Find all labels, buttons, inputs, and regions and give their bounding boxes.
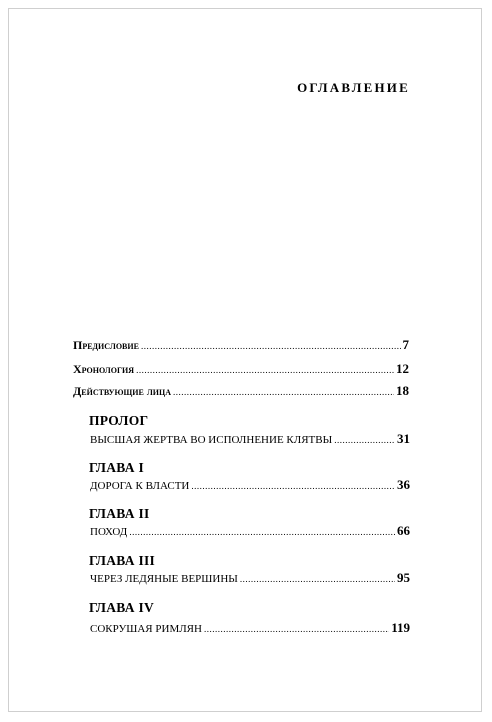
toc-entry-characters[interactable] — [73, 383, 409, 399]
toc-entry-chapter-2[interactable] — [90, 523, 410, 539]
dot-leader — [191, 481, 395, 491]
toc-entry-preface[interactable] — [73, 337, 409, 353]
dot-leader — [141, 341, 401, 351]
dot-leader — [136, 365, 394, 375]
page-number: 7 — [402, 337, 409, 352]
page-number: 12 — [396, 361, 409, 376]
toc-entry-chronology[interactable] — [73, 361, 409, 377]
chapter-heading: ГЛАВА III — [89, 553, 156, 568]
toc-entry-chapter-1[interactable] — [90, 477, 410, 493]
chapter-heading: ГЛАВА II — [89, 506, 150, 521]
chapter-heading: ГЛАВА I — [89, 460, 144, 475]
page-number: 66 — [397, 523, 410, 538]
toc-entry-prologue[interactable] — [90, 431, 410, 447]
entry-label: Хронология — [73, 362, 135, 376]
page-number: 119 — [391, 620, 410, 635]
dot-leader — [240, 574, 395, 584]
toc-entry-chapter-3[interactable] — [90, 570, 410, 586]
entry-label: Предисловие — [73, 338, 139, 352]
entry-label: ПОХОД — [90, 526, 128, 538]
page-number: 31 — [397, 431, 410, 446]
entry-label: ДОРОГА К ВЛАСТИ — [90, 480, 190, 492]
toc-entry-chapter-4[interactable] — [90, 620, 410, 636]
page-number: 95 — [397, 570, 410, 585]
page-number: 18 — [396, 383, 409, 398]
entry-label: ЧЕРЕЗ ЛЕДЯНЫЕ ВЕРШИНЫ — [90, 573, 238, 585]
dot-leader — [173, 387, 394, 397]
page-number: 36 — [397, 477, 410, 492]
book-page — [8, 8, 482, 712]
entry-label: Действующие лица — [73, 384, 172, 398]
chapter-heading: ГЛАВА IV — [89, 600, 155, 615]
dot-leader — [129, 527, 395, 537]
toc-title: ОГЛАВЛЕНИЕ — [297, 80, 410, 95]
dot-leader — [334, 435, 395, 445]
chapter-heading: ПРОЛОГ — [89, 413, 149, 428]
entry-label: СОКРУШАЯ РИМЛЯН — [90, 623, 202, 635]
dot-leader — [204, 624, 389, 634]
entry-label: ВЫСШАЯ ЖЕРТВА ВО ИСПОЛНЕНИЕ КЛЯТВЫ — [90, 434, 333, 446]
